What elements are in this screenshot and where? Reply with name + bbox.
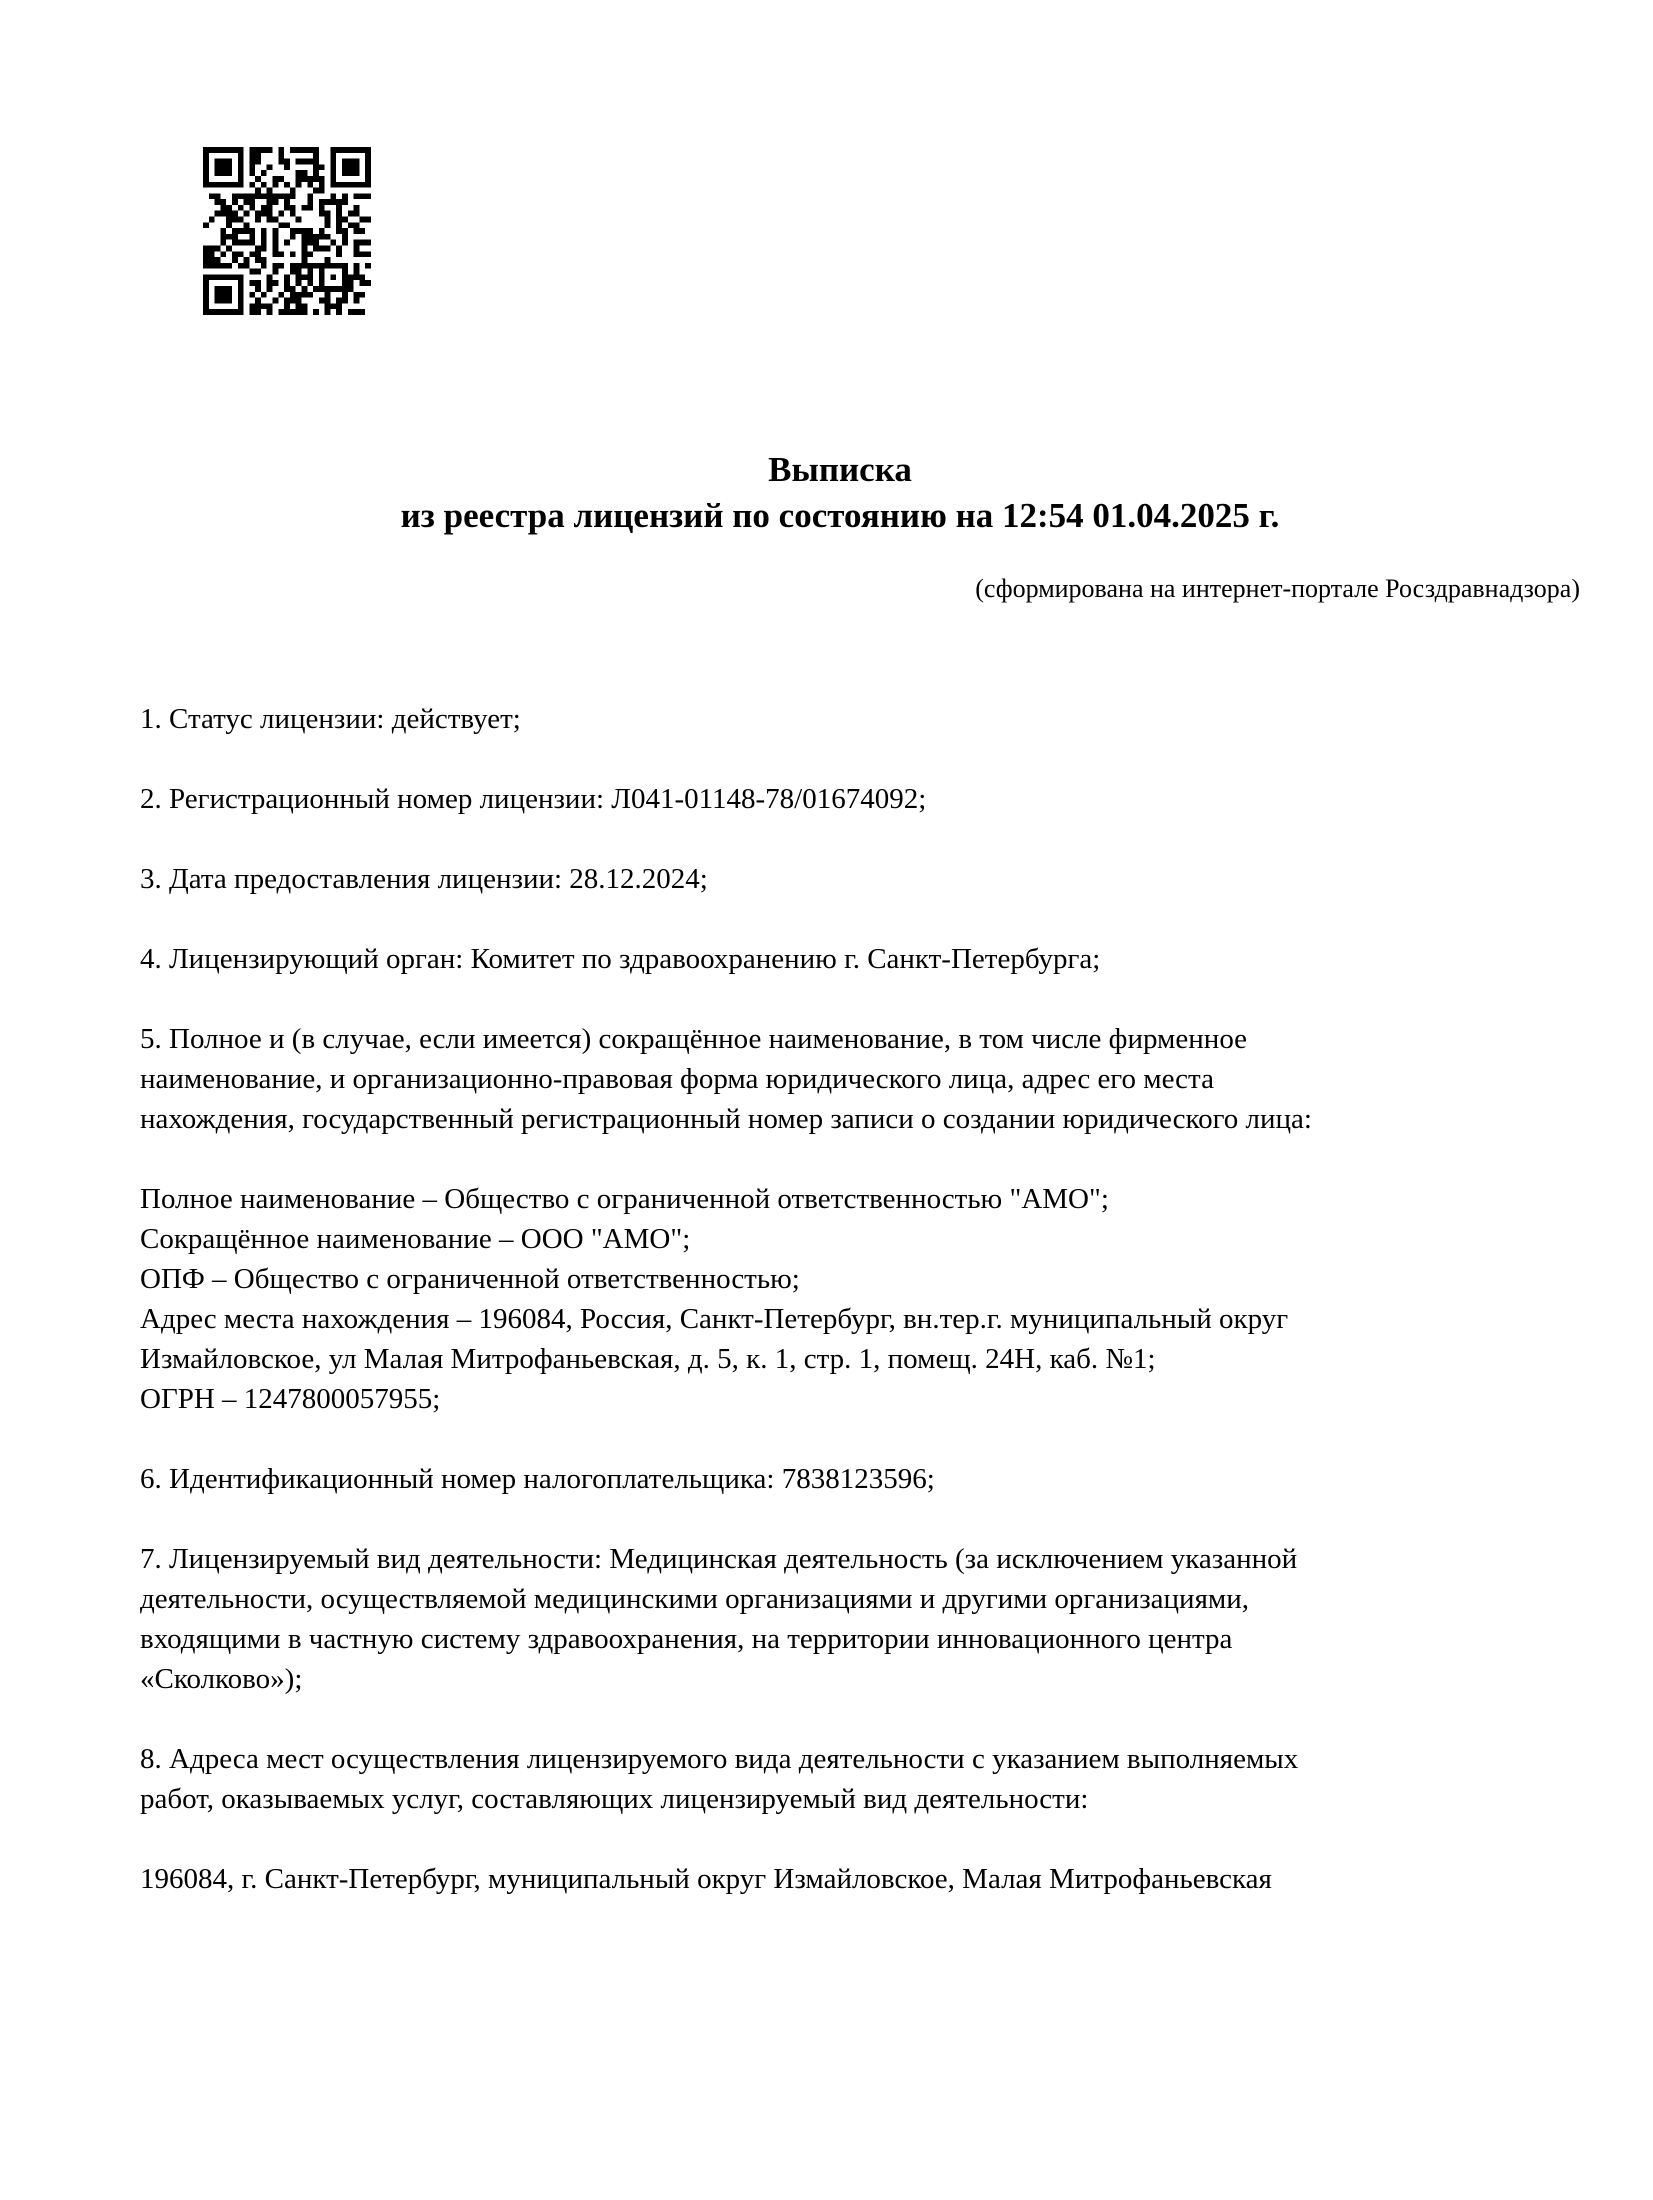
- text-line: Адрес места нахождения – 196084, Россия, Санкт-Петербург, вн.тер.г. муниципальный округ: [140, 1303, 1289, 1335]
- paragraph: [140, 859, 1540, 899]
- text-line: Измайловское, ул Малая Митрофаньевская, д. 5, к. 1, стр. 1, помещ. 24Н, каб. №1;: [140, 1343, 1156, 1375]
- text-line: Сокращённое наименование – ООО "АМО";: [140, 1223, 691, 1255]
- document-body: [140, 699, 1540, 1899]
- text-line: Полное наименование – Общество с ограниченной ответственностью "АМО";: [140, 1183, 1109, 1215]
- title-line-2: из реестра лицензий по состоянию на 12:54 01.04.2025 г.: [400, 496, 1280, 535]
- paragraph: [140, 1459, 1540, 1499]
- paragraph: [140, 779, 1540, 819]
- text-line: 5. Полное и (в случае, если имеется) сокращённое наименование, в том числе фирменное: [140, 1023, 1248, 1055]
- text-line: 6. Идентификационный номер налогоплательщика: 7838123596;: [140, 1463, 935, 1495]
- document-title: [140, 447, 1540, 539]
- paragraph: [140, 939, 1540, 979]
- text-line: 7. Лицензируемый вид деятельности: Медицинская деятельность (за исключением указанной: [140, 1543, 1298, 1575]
- text-line: ОГРН – 1247800057955;: [140, 1383, 441, 1415]
- text-line: нахождения, государственный регистрационный номер записи о создании юридического лица:: [140, 1103, 1312, 1135]
- document-subtitle: (сформирована на интернет-портале Росздравнадзора): [975, 574, 1580, 603]
- document-content: [140, 0, 1580, 1939]
- text-line: наименование, и организационно-правовая форма юридического лица, адрес его места: [140, 1063, 1214, 1095]
- text-line: ОПФ – Общество с ограниченной ответственностью;: [140, 1263, 800, 1295]
- title-line-1: Выписка: [768, 450, 912, 489]
- text-line: 3. Дата предоставления лицензии: 28.12.2024;: [140, 863, 708, 895]
- paragraph: [140, 1179, 1540, 1419]
- paragraph: [140, 1859, 1540, 1899]
- text-line: 1. Статус лицензии: действует;: [140, 703, 521, 735]
- text-line: деятельности, осуществляемой медицинскими организациями и другими организациями,: [140, 1583, 1250, 1615]
- text-line: работ, оказываемых услуг, составляющих лицензируемый вид деятельности:: [140, 1783, 1089, 1815]
- text-line: «Сколково»);: [140, 1663, 303, 1695]
- paragraph: [140, 699, 1540, 739]
- paragraph: [140, 1539, 1540, 1699]
- text-line: входящими в частную систему здравоохранения, на территории инновационного центра: [140, 1623, 1233, 1655]
- text-line: 8. Адреса мест осуществления лицензируемого вида деятельности с указанием выполняемых: [140, 1743, 1299, 1775]
- paragraph: [140, 1019, 1540, 1139]
- text-line: 196084, г. Санкт-Петербург, муниципальный округ Измайловское, Малая Митрофаньевская: [140, 1863, 1272, 1895]
- paragraph: [140, 1739, 1540, 1819]
- text-line: 2. Регистрационный номер лицензии: Л041-01148-78/01674092;: [140, 783, 927, 815]
- text-line: 4. Лицензирующий орган: Комитет по здравоохранению г. Санкт-Петербурга;: [140, 943, 1101, 975]
